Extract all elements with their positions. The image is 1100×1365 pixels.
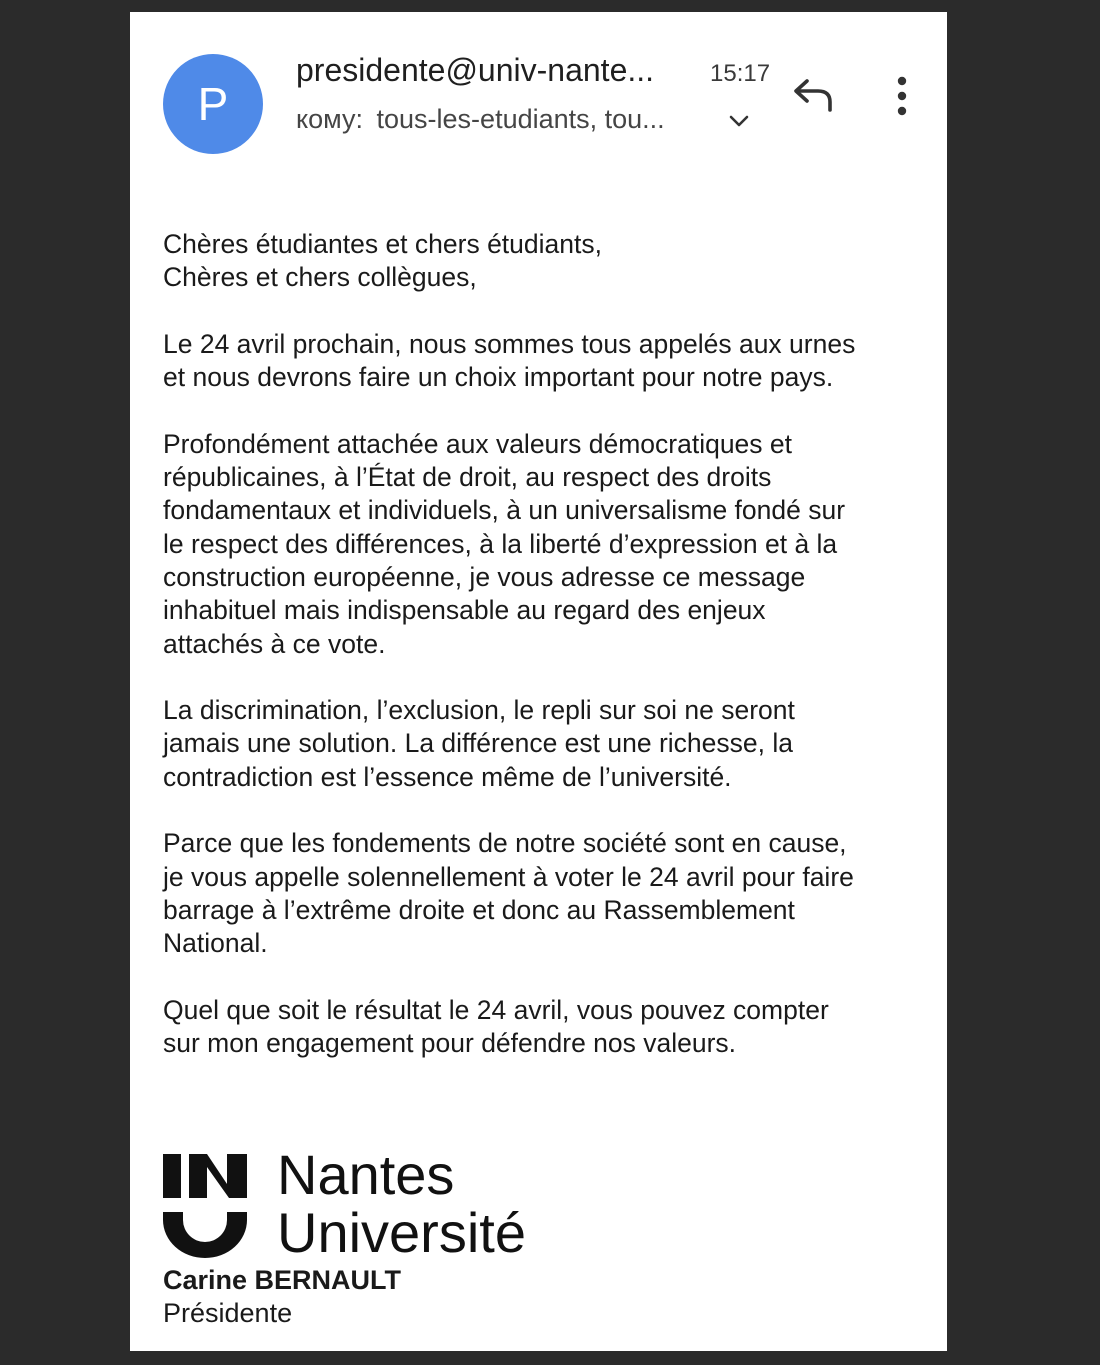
- email-body: [163, 228, 923, 1094]
- sender-avatar[interactable]: P: [163, 54, 263, 154]
- university-name: [277, 1143, 526, 1264]
- body-paragraph-values: Profondément attachée aux valeurs démocratiques et républicaines, à l’État de droit, au respect des droits fondamentaux et individuels, à un universalisme fondé sur le respect des différences, à la liberté d’expression et à la construction européenne, je vous adresse ce message inhabituel mais indispensable au regard des enjeux attachés à ce vote.: [163, 428, 846, 659]
- chevron-down-icon[interactable]: [726, 108, 752, 134]
- sender-address[interactable]: presidente@univ-nante...: [296, 52, 655, 88]
- more-vertical-icon[interactable]: [888, 74, 916, 118]
- signature-name: Carine BERNAULT: [163, 1265, 402, 1295]
- body-paragraph-discrimination: La discrimination, l’exclusion, le repli sur soi ne seront jamais une solution. La différence est une richesse, la contradiction est l’essence même de l’université.: [163, 695, 795, 792]
- signature-role: Présidente: [163, 1298, 293, 1328]
- body-paragraph-election: Le 24 avril prochain, nous sommes tous appelés aux urnes et nous devrons faire un choix important pour notre pays.: [163, 328, 856, 393]
- reply-icon[interactable]: [790, 76, 838, 116]
- body-paragraph-closing: Quel que soit le résultat le 24 avril, vous pouvez compter sur mon engagement pour défendre nos valeurs.: [163, 994, 829, 1059]
- body-paragraph-call-to-vote: Parce que les fondements de notre société sont en cause, je vous appelle solennellement à voter le 24 avril pour faire barrage à l’extrême droite et donc au Rassemblement National.: [163, 828, 854, 959]
- recipients-list: tous-les-etudiants, tou...: [376, 104, 665, 134]
- logo-line-universite: Université: [277, 1201, 526, 1264]
- sent-time: 15:17: [710, 60, 771, 87]
- recipients-row[interactable]: [296, 104, 665, 140]
- logo-line-nantes: Nantes: [277, 1143, 455, 1206]
- nantes-universite-logo-icon: [163, 1154, 247, 1258]
- university-logo: [163, 1143, 603, 1264]
- body-paragraph-greeting: Chères étudiantes et chers étudiants, Chères et chers collègues,: [163, 229, 602, 293]
- email-card: [130, 12, 947, 1351]
- to-label: кому:: [296, 104, 363, 134]
- email-header: [130, 12, 947, 182]
